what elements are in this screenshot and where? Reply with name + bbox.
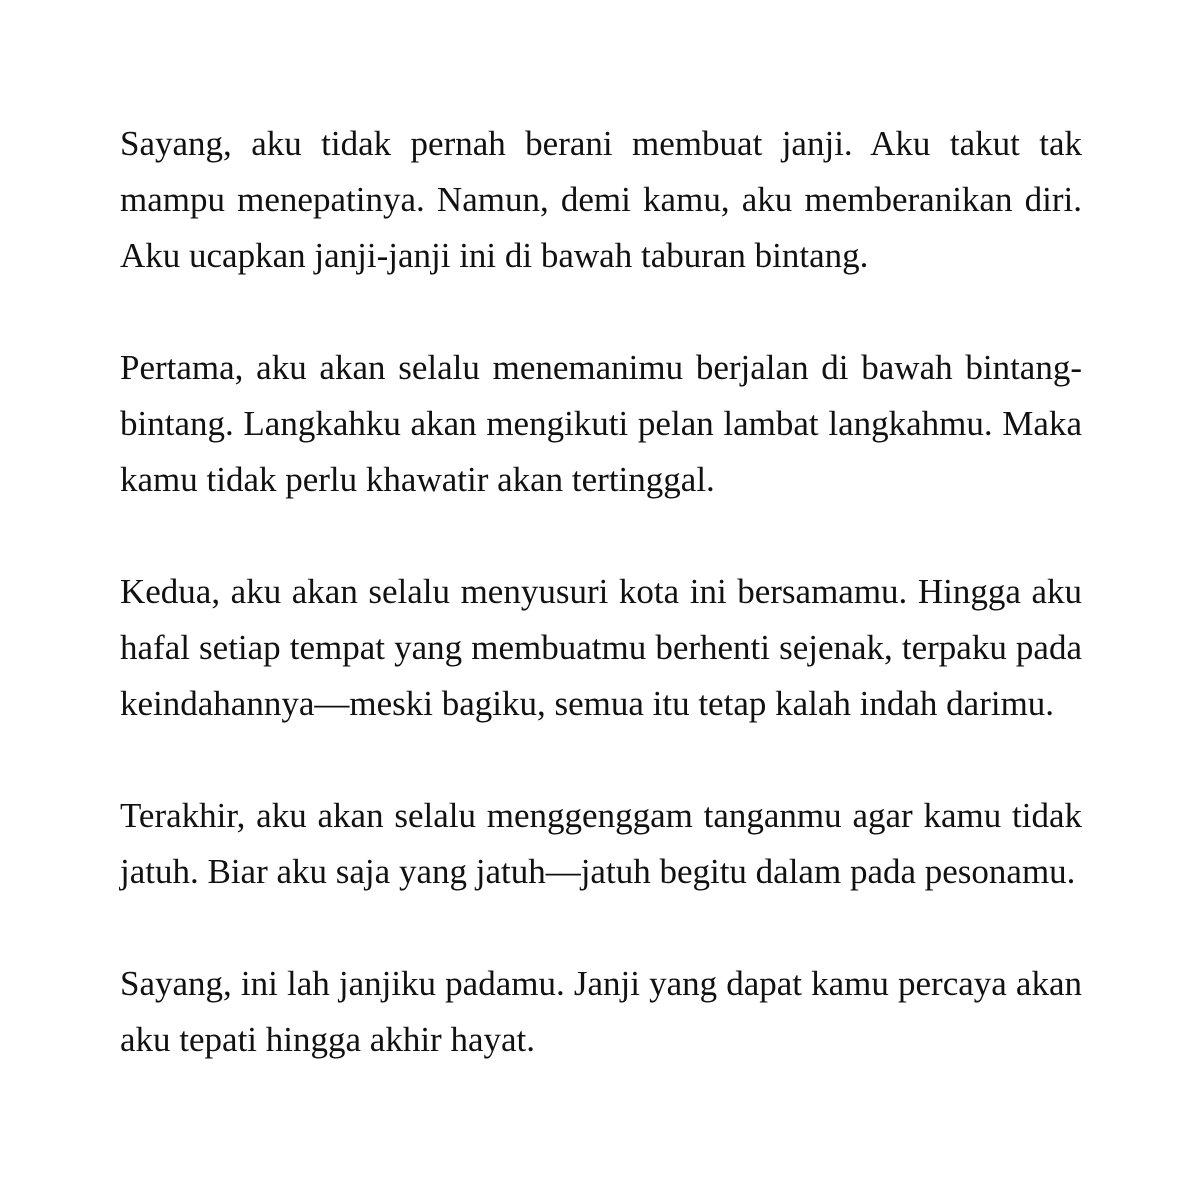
document-body [120,116,1082,1068]
paragraph-intro: Sayang, aku tidak pernah berani membuat janji. Aku takut tak mampu menepatinya. Namun, demi kamu, aku memberanikan diri. Aku ucapkan janji-janji ini di bawah taburan bintang. [120,124,1082,275]
paragraph-closing: Sayang, ini lah janjiku padamu. Janji yang dapat kamu percaya akan aku tepati hingga akhir hayat. [120,964,1082,1059]
paragraph-second-promise: Kedua, aku akan selalu menyusuri kota ini bersamamu. Hingga aku hafal setiap tempat yang membuatmu berhenti sejenak, terpaku pada keindahannya—meski bagiku, semua itu tetap kalah indah darimu. [120,572,1082,723]
paragraph-first-promise: Pertama, aku akan selalu menemanimu berjalan di bawah bintang-bintang. Langkahku akan mengikuti pelan lambat langkahmu. Maka kamu tidak perlu khawatir akan tertinggal. [120,348,1082,499]
paragraph-last-promise: Terakhir, aku akan selalu menggenggam tanganmu agar kamu tidak jatuh. Biar aku saja yang jatuh—jatuh begitu dalam pada pesonamu. [120,796,1082,891]
